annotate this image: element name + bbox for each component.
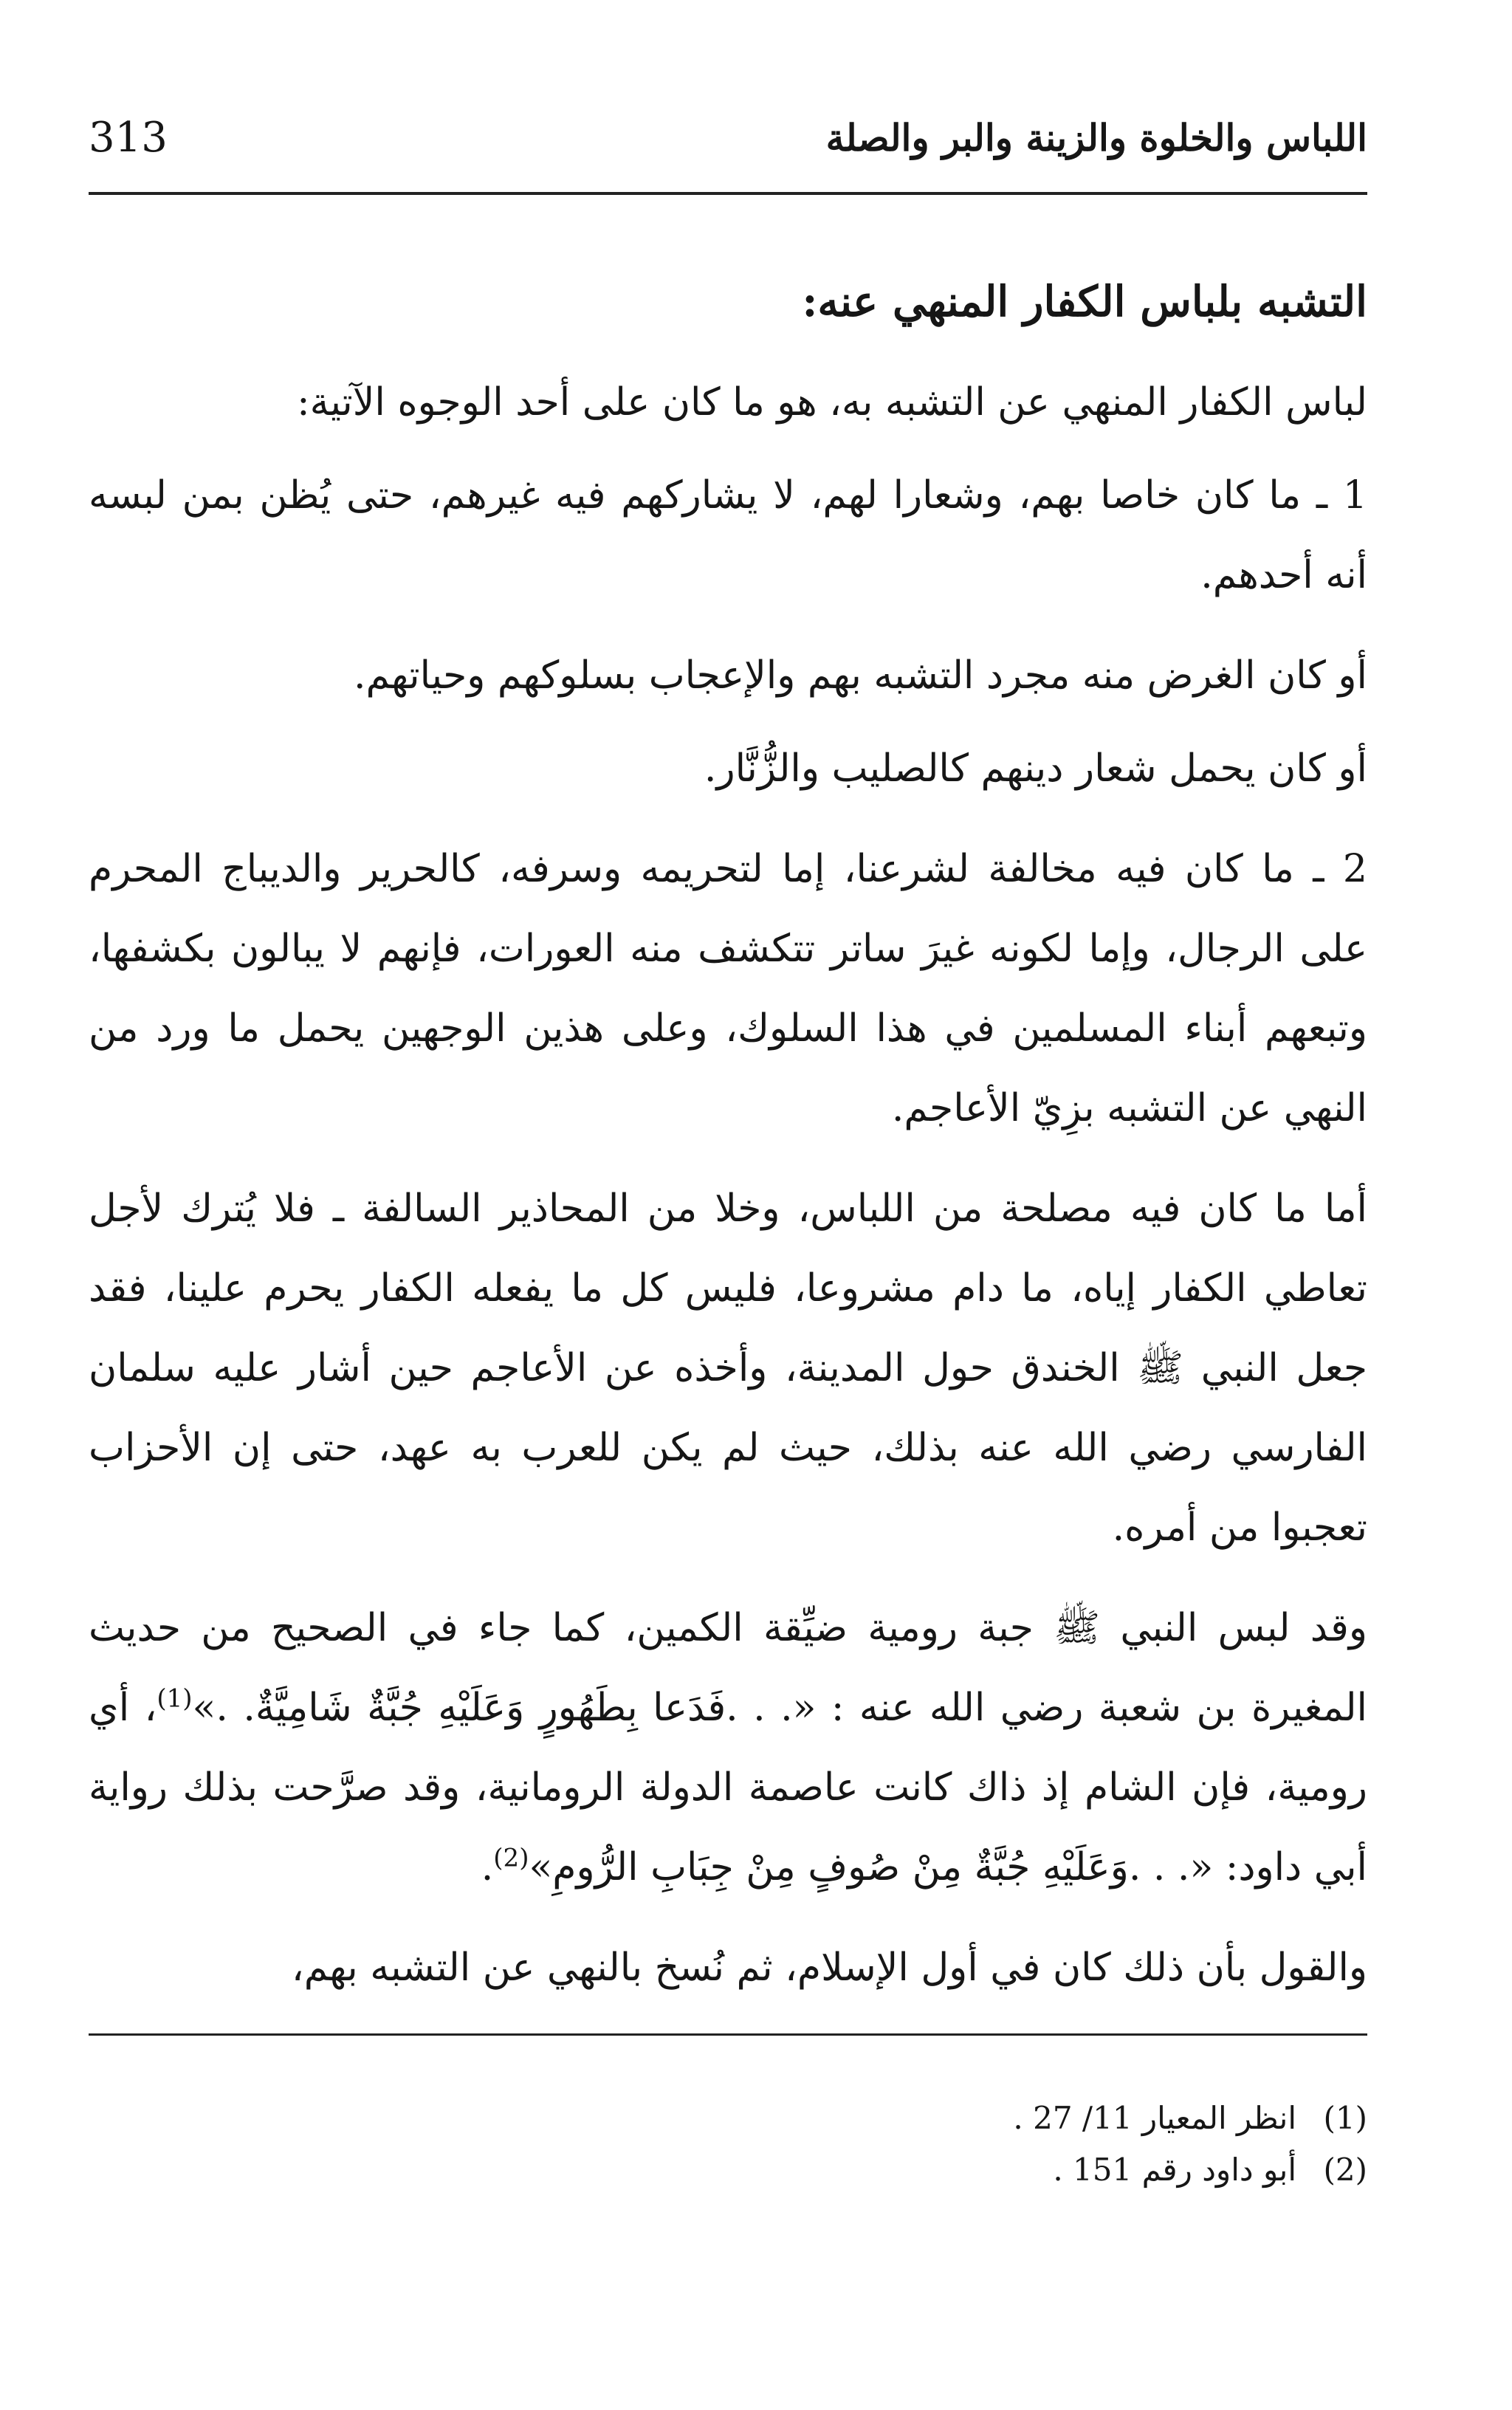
quote-paragraph-middle: ، أي رومية، فإن الشام إذ ذاك كانت عاصمة الدولة الرومانية، وقد صرَّحت بذلك رواية أبي داود: — [89, 1686, 1367, 1889]
paragraph: أما ما كان فيه مصلحة من اللباس، وخلا من المحاذير السالفة ـ فلا يُترك لأجل تعاطي الكفار إياه، ما دام مشروعا، فليس كل ما يفعله الكفار يحرم علينا، فقد جعل النبي ﷺ الخندق حول المدينة، وأخذه عن الأعاجم حين أشار عليه سلمان الفارسي رضي الله عنه بذلك، حيث لم يكن للعرب به عهد، حتى إن الأحزاب تعجبوا من أمره. — [89, 1187, 1367, 1550]
page-number: 313 — [89, 114, 168, 162]
footnote-rule — [89, 2033, 1367, 2036]
quote-paragraph — [89, 1588, 1367, 1907]
running-header — [89, 105, 1367, 171]
book-page — [89, 0, 1367, 2410]
header-rule — [89, 192, 1367, 195]
footnote-number: (2) — [1323, 2152, 1367, 2188]
footnote-reference: (1) — [157, 1683, 193, 1714]
paragraph: 2 ـ ما كان فيه مخالفة لشرعنا، إما لتحريمه وسرفه، كالحرير والديباج المحرم على الرجال، وإما لكونه غيرَ ساتر تتكشف منه العورات، فإنهم لا يبالون بكشفها، وتبعهم أبناء المسلمين في هذا السلوك، وعلى هذين الوجهين يحمل ما ورد من النهي عن التشبه بزِيّ الأعاجم. — [89, 847, 1367, 1130]
footnote-reference: (2) — [493, 1843, 529, 1873]
paragraph: 1 ـ ما كان خاصا بهم، وشعارا لهم، لا يشاركهم فيه غيرهم، حتى يُظن بمن لبسه أنه أحدهم. — [89, 473, 1367, 597]
paragraph: أو كان يحمل شعار دينهم كالصليب والزُّنَّار. — [704, 746, 1367, 791]
hadith-quote: «. . .وَعَلَيْهِ جُبَّةٌ مِنْ صُوفٍ مِنْ جِبَابِ الرُّومِ» — [529, 1845, 1214, 1889]
footnote — [89, 2144, 1367, 2196]
quote-paragraph-end: . — [481, 1845, 494, 1889]
paragraph: والقول بأن ذلك كان في أول الإسلام، ثم نُسخ بالنهي عن التشبه بهم، — [291, 1946, 1367, 1990]
section-heading: التشبه بلباس الكفار المنهي عنه: — [802, 277, 1367, 326]
footnote-number: (1) — [1323, 2100, 1367, 2136]
footnote-text: انظر المعيار 11/ 27 . — [1013, 2100, 1296, 2136]
quote-paragraph-intro: وقد لبس النبي ﷺ جبة رومية ضيِّقة الكمين، كما جاء في الصحيح من حديث المغيرة بن شعبة رضي الله عنه : — [89, 1606, 1368, 1730]
running-title: اللباس والخلوة والزينة والبر والصلة — [825, 116, 1367, 159]
footnotes — [89, 2093, 1367, 2196]
hadith-quote: «. . .فَدَعا بِطَهُورٍ وَعَلَيْهِ جُبَّةٌ شَامِيَّةٌ. .» — [192, 1686, 817, 1730]
paragraph: لباس الكفار المنهي عن التشبه به، هو ما كان على أحد الوجوه الآتية: — [297, 380, 1367, 425]
paragraph: أو كان الغرض منه مجرد التشبه بهم والإعجاب بسلوكهم وحياتهم. — [354, 653, 1367, 698]
main-text — [89, 262, 1367, 2028]
footnote — [89, 2093, 1367, 2144]
footnote-text: أبو داود رقم 151 . — [1053, 2152, 1296, 2188]
